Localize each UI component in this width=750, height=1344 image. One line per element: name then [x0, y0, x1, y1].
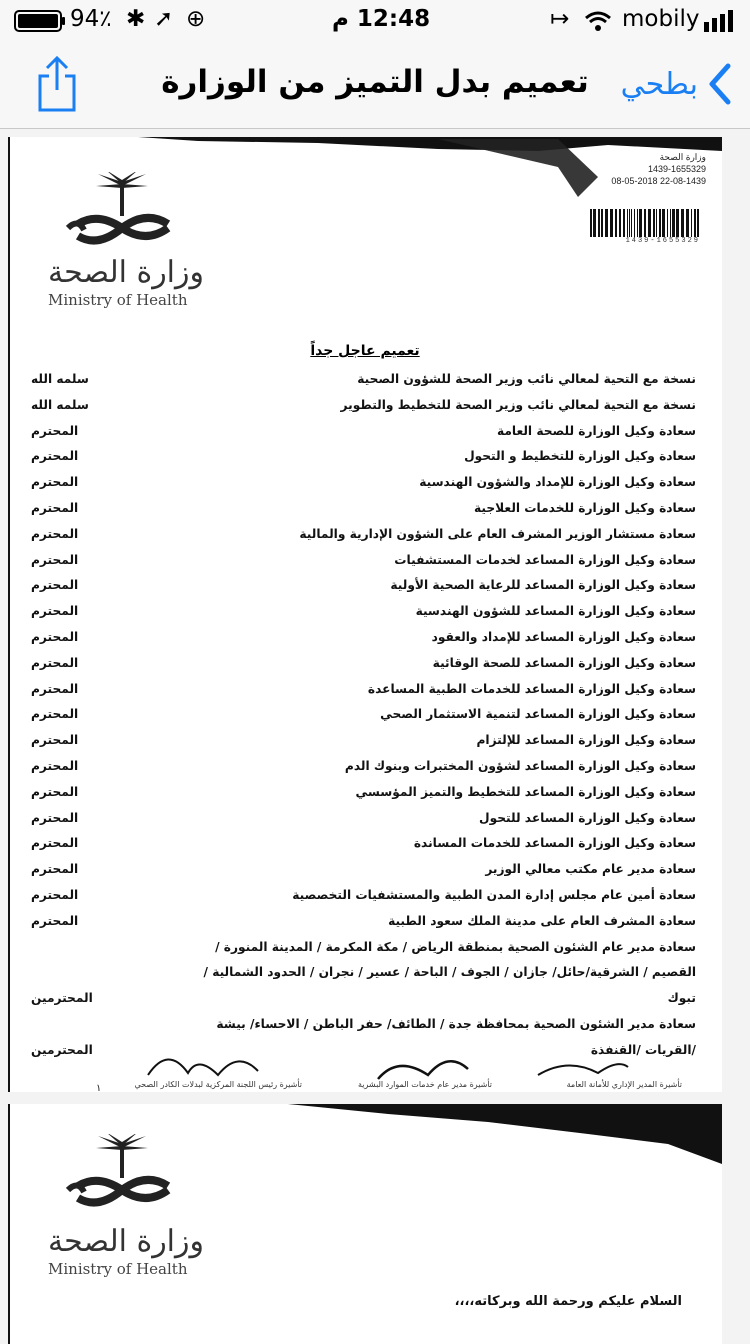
honorific-text: المحترم: [31, 578, 79, 593]
honorific-text: المحترم: [31, 526, 79, 541]
addressee-line: [31, 393, 696, 419]
honorific-text: المحترم: [31, 423, 79, 438]
addressee-line: [31, 470, 696, 496]
barcode-bar: [697, 209, 699, 237]
page-title: تعميم بدل التميز من الوزارة: [161, 64, 589, 100]
honorific-text: المحترم: [31, 862, 79, 877]
addressee-line: [31, 496, 696, 522]
addressee-line: [31, 806, 696, 832]
greeting-text: السلام عليكم ورحمة الله وبركاته،،،،: [454, 1294, 682, 1309]
addressee-text: /القريات /القنفذة: [590, 1042, 696, 1057]
addressee-line: [31, 1012, 696, 1038]
barcode-bar: [601, 209, 603, 237]
barcode-icon: [590, 209, 702, 237]
addressee-line: [31, 728, 696, 754]
barcode-bar: [627, 209, 628, 237]
honorific-text: المحترم: [31, 629, 79, 644]
barcode-bar: [694, 209, 696, 237]
battery-percent: 94٪: [70, 6, 112, 32]
addressee-line: [31, 935, 696, 961]
addressee-line: [31, 754, 696, 780]
honorific-text: المحترم: [31, 500, 79, 515]
addressee-line: [31, 831, 696, 857]
addressee-text: سعادة أمين عام مجلس إدارة المدن الطبية والمستشفيات التخصصية: [292, 887, 696, 902]
honorific-text: المحترم: [31, 810, 79, 825]
addressee-text: سعادة وكيل الوزارة للتخطيط و التحول: [464, 449, 696, 464]
barcode-bar: [629, 209, 630, 237]
scan-edge: [8, 1104, 10, 1344]
logo-english-text: Ministry of Health: [48, 1260, 188, 1278]
signature-label-1: تأشيرة المدير الإداري للأمانة العامة: [566, 1080, 682, 1089]
addressee-text: سعادة وكيل الوزارة المساعد لشؤون المختبرات وبنوك الدم: [344, 758, 696, 773]
honorific-text: سلمه الله: [31, 372, 89, 386]
honorific-text: المحترم: [31, 655, 79, 670]
wifi-icon: [584, 10, 612, 32]
honorific-text: المحترم: [31, 449, 79, 464]
stamp-number: 1439-1655329: [647, 164, 706, 174]
honorific-text: المحترم: [31, 475, 79, 490]
addressee-text: سعادة وكيل الوزارة للخدمات العلاجية: [474, 500, 696, 515]
addressee-line: [31, 702, 696, 728]
barcode-number: 1439-1655329: [625, 237, 700, 245]
addressee-text: نسخة مع التحية لمعالي نائب وزير الصحة للشؤون الصحية: [357, 372, 696, 386]
ministry-logo-icon: [38, 172, 208, 252]
back-button-label: بطحي: [620, 66, 698, 102]
addressee-text: سعادة وكيل الوزارة المساعد للتخطيط والتميز المؤسسي: [355, 784, 696, 799]
signature-label-3: تأشيرة رئيس اللجنة المركزية لبدلات الكادر الصحي: [134, 1080, 302, 1089]
addressee-line: [31, 367, 696, 393]
stamp-dates: 08-05-2018 22-08-1439: [611, 176, 706, 186]
barcode-bar: [662, 209, 665, 237]
barcode-bar: [659, 209, 661, 237]
addressee-text: سعادة وكيل الوزارة المساعد للشؤون الهندسية: [415, 604, 696, 619]
barcode-bar: [610, 209, 613, 237]
location-icon: ➚: [154, 6, 174, 32]
barcode-bar: [676, 209, 679, 237]
addressee-line: [31, 780, 696, 806]
addressee-line: [31, 548, 696, 574]
addressee-text: سعادة مدير عام مكتب معالي الوزير: [485, 862, 696, 877]
barcode-bar: [598, 209, 600, 237]
document-viewer[interactable]: [0, 129, 750, 1334]
document-stamp: [551, 151, 706, 187]
honorific-text: المحترم: [31, 758, 79, 773]
logo-arabic-text: وزارة الصحة: [48, 1224, 204, 1259]
addressee-line: [31, 677, 696, 703]
back-button[interactable]: [621, 62, 732, 106]
honorific-text: المحترم: [31, 707, 79, 722]
document-page-2: [8, 1104, 722, 1344]
addressee-line: [31, 419, 696, 445]
addressee-line: [31, 444, 696, 470]
call-forward-icon: ↦: [550, 6, 570, 32]
honorific-text: المحترم: [31, 604, 79, 619]
battery-icon: [14, 10, 66, 32]
ministry-logo-icon: [38, 1134, 208, 1214]
honorific-text: المحترم: [31, 733, 79, 748]
page-number: ١: [96, 1083, 102, 1092]
barcode-bar: [681, 209, 684, 237]
status-bar: [0, 0, 750, 40]
logo-english-text: Ministry of Health: [48, 291, 188, 309]
barcode-bar: [672, 209, 675, 237]
clock: 12:48 م: [332, 6, 431, 32]
addressee-line: [31, 909, 696, 935]
document-title: تعميم عاجل جداً: [310, 343, 420, 359]
rotation-lock-icon: ⊕: [186, 6, 206, 32]
barcode-bar: [656, 209, 657, 237]
scan-edge: [8, 137, 10, 1092]
barcode-bar: [631, 209, 632, 237]
barcode-bar: [593, 209, 596, 237]
addressee-line: [31, 625, 696, 651]
addressee-text: سعادة مدير عام الشئون الصحية بمنطقة الرياض / مكة المكرمة / المدينة المنورة /: [215, 939, 696, 954]
addressee-text: سعادة وكيل الوزارة المساعد للخدمات المساندة: [413, 836, 696, 851]
honorific-text: المحترم: [31, 552, 79, 567]
barcode-bar: [691, 209, 692, 237]
addressee-line: [31, 857, 696, 883]
addressee-text: نسخة مع التحية لمعالي نائب وزير الصحة للتخطيط والتطوير: [340, 397, 696, 412]
honorific-text: المحترم: [31, 913, 79, 928]
honorific-text: المحترمين: [31, 991, 93, 1006]
barcode-bar: [637, 209, 638, 237]
addressee-text: سعادة وكيل الوزارة المساعد للرعاية الصحية الأولية: [390, 578, 696, 593]
addressee-line: [31, 883, 696, 909]
carrier-name: mobily: [622, 6, 700, 32]
honorific-text: المحترمين: [31, 1042, 93, 1057]
barcode-bar: [615, 209, 617, 237]
document-page-1: [8, 137, 722, 1092]
addressee-text: سعادة وكيل الوزارة المساعد للخدمات الطبية المساعدة: [367, 681, 696, 696]
share-icon[interactable]: [34, 54, 80, 114]
addressee-text: القصيم / الشرقية/حائل/ جازان / الجوف / الباحة / عسير / نجران / الحدود الشمالية /: [203, 965, 696, 980]
addressee-text: سعادة مستشار الوزير المشرف العام على الشؤون الإدارية والمالية: [299, 526, 696, 541]
addressee-text: سعادة وكيل الوزارة للصحة العامة: [496, 423, 696, 438]
addressee-list: [31, 367, 696, 1064]
addressee-line: [31, 986, 696, 1012]
stamp-dept: وزارة الصحة: [659, 152, 706, 162]
barcode-bar: [590, 209, 592, 237]
scan-corner-shadow: [288, 1104, 722, 1174]
addressee-text: سعادة المشرف العام على مدينة الملك سعود الطبية: [388, 913, 696, 928]
addressee-text: سعادة وكيل الوزارة المساعد لخدمات المستشفيات: [394, 552, 696, 567]
addressee-text: سعادة مدير الشئون الصحية بمحافظة جدة / الطائف/ حفر الباطن / الاحساء/ بيشة: [216, 1016, 696, 1031]
honorific-text: سلمه الله: [31, 397, 89, 412]
addressee-line: [31, 573, 696, 599]
honorific-text: المحترم: [31, 836, 79, 851]
barcode-bar: [619, 209, 621, 237]
barcode-bar: [639, 209, 642, 237]
barcode-bar: [686, 209, 689, 237]
barcode-bar: [653, 209, 655, 237]
barcode-bar: [605, 209, 608, 237]
honorific-text: المحترم: [31, 681, 79, 696]
barcode-bar: [623, 209, 625, 237]
addressee-text: سعادة وكيل الوزارة المساعد للإمداد والعقود: [431, 629, 696, 644]
honorific-text: المحترم: [31, 784, 79, 799]
addressee-text: سعادة وكيل الوزارة المساعد للإلتزام: [476, 733, 696, 748]
addressee-line: [31, 960, 696, 986]
addressee-text: سعادة وكيل الوزارة المساعد لتنمية الاستثمار الصحي: [380, 707, 696, 722]
signal-icon: [704, 10, 740, 32]
logo-arabic-text: وزارة الصحة: [48, 255, 204, 290]
honorific-text: المحترم: [31, 887, 79, 902]
chevron-left-icon: [708, 62, 732, 106]
barcode-bar: [667, 209, 668, 237]
navigation-bar: [0, 40, 750, 129]
bluetooth-icon: ✱: [126, 6, 146, 32]
addressee-line: [31, 599, 696, 625]
addressee-text: سعادة وكيل الوزارة المساعد للتحول: [479, 810, 696, 825]
signature-scribbles: [128, 1045, 668, 1085]
signature-label-2: تأشيرة مدير عام خدمات الموارد البشرية: [358, 1080, 492, 1089]
barcode-bar: [644, 209, 646, 237]
barcode-bar: [670, 209, 671, 237]
addressee-text: سعادة وكيل الوزارة المساعد للصحة الوقائية: [432, 655, 696, 670]
barcode-bar: [648, 209, 651, 237]
addressee-line: [31, 651, 696, 677]
barcode-bar: [634, 209, 635, 237]
addressee-text: سعادة وكيل الوزارة للإمداد والشؤون الهندسية: [419, 475, 696, 490]
addressee-line: [31, 522, 696, 548]
addressee-text: تبوك: [667, 991, 696, 1006]
